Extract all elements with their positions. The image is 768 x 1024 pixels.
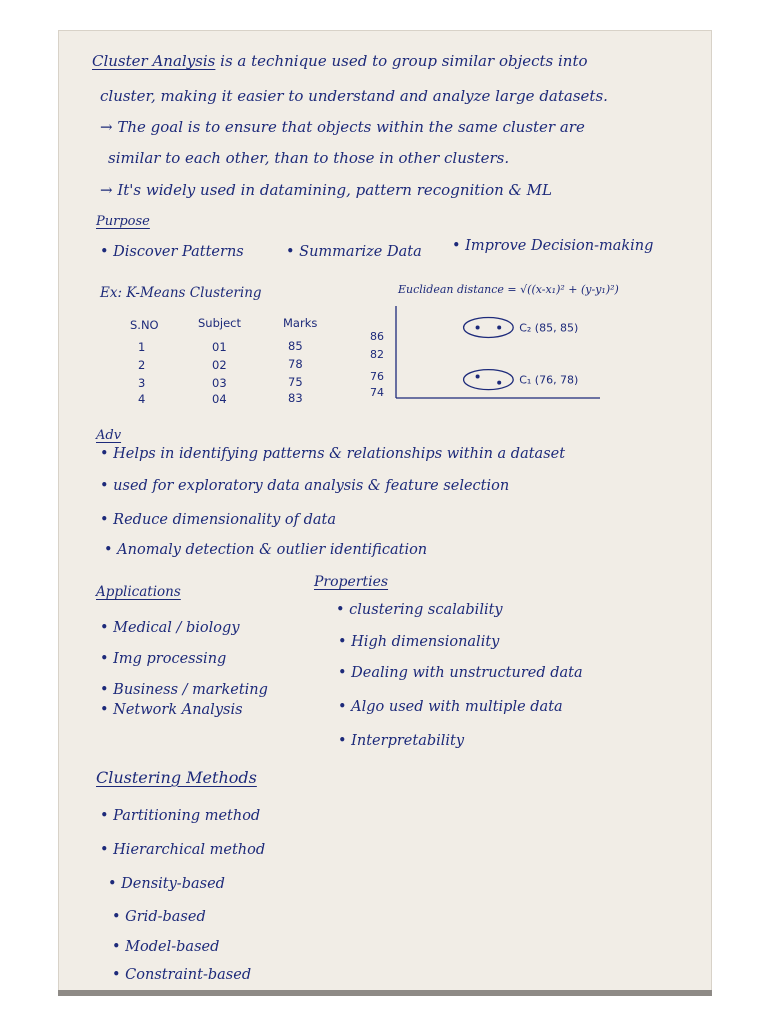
y-tick-label: 86	[370, 330, 384, 343]
example-label: Ex: K-Means Clustering	[100, 285, 262, 301]
scatter-point	[497, 381, 501, 385]
methods-heading: Clustering Methods	[96, 768, 257, 787]
purpose-item-3: • Improve Decision-making	[452, 238, 654, 254]
cluster-ellipse	[464, 370, 514, 390]
applications-heading: Applications	[96, 584, 181, 600]
intro-line-3: → The goal is to ensure that objects within the same cluster are	[100, 118, 585, 136]
advantages-heading: Adv	[96, 428, 122, 443]
advantage-item-3: • Reduce dimensionality of data	[100, 512, 336, 528]
table-row: 04	[212, 392, 227, 406]
advantage-item-2: • used for exploratory data analysis & feature selection	[100, 478, 510, 494]
application-item-4: • Network Analysis	[100, 702, 243, 718]
table-row: 02	[212, 358, 227, 372]
table-header-sno: S.NO	[130, 318, 159, 332]
y-tick-label: 82	[370, 348, 384, 361]
method-item-4: • Grid-based	[112, 909, 206, 925]
advantage-item-1: • Helps in identifying patterns & relationships within a dataset	[100, 446, 566, 462]
y-tick-label: 74	[370, 386, 384, 399]
property-item-3: • Dealing with unstructured data	[338, 665, 583, 681]
properties-heading: Properties	[314, 574, 389, 590]
scatter-point	[476, 375, 480, 379]
cluster-label: C₂ (85, 85)	[519, 321, 579, 335]
table-row: 01	[212, 340, 227, 354]
method-item-6: • Constraint-based	[112, 967, 252, 983]
method-item-5: • Model-based	[112, 939, 220, 955]
intro-line-2: cluster, making it easier to understand and analyze large datasets.	[100, 87, 608, 105]
application-item-1: • Medical / biology	[100, 620, 240, 636]
table-row: 2	[138, 358, 146, 372]
property-item-1: • clustering scalability	[336, 602, 503, 618]
table-header-marks: Marks	[283, 316, 318, 330]
scatter-point	[476, 325, 480, 329]
application-item-3: • Business / marketing	[100, 682, 268, 698]
intro-term: Cluster Analysis	[92, 52, 216, 70]
intro-line-1-rest: is a technique used to group similar objects into	[220, 52, 588, 70]
y-tick-label: 76	[370, 370, 384, 383]
table-row: 3	[138, 376, 146, 390]
property-item-4: • Algo used with multiple data	[338, 699, 563, 715]
purpose-item-2: • Summarize Data	[286, 244, 422, 260]
intro-line-4: similar to each other, than to those in other clusters.	[108, 149, 510, 167]
advantage-item-4: • Anomaly detection & outlier identification	[104, 542, 428, 558]
euclidean-formula: Euclidean distance = √((x-x₁)² + (y-y₁)²)	[398, 283, 619, 296]
cluster-ellipse	[464, 317, 514, 337]
page-bottom-edge	[58, 990, 712, 996]
table-row: 1	[138, 340, 146, 354]
purpose-item-1: • Discover Patterns	[100, 244, 244, 260]
table-row: 85	[288, 339, 303, 353]
method-item-1: • Partitioning method	[100, 808, 261, 824]
table-row: 4	[138, 392, 146, 406]
cluster-label: C₁ (76, 78)	[519, 373, 579, 387]
table-row: 03	[212, 376, 227, 390]
scatter-point	[497, 325, 501, 329]
table-row: 83	[288, 391, 303, 405]
intro-line-5: → It's widely used in datamining, pattern recognition & ML	[100, 181, 552, 199]
property-item-5: • Interpretability	[338, 733, 465, 749]
table-row: 75	[288, 375, 303, 389]
cluster-scatter-chart	[360, 300, 660, 410]
method-item-3: • Density-based	[108, 876, 225, 892]
application-item-2: • Img processing	[100, 651, 227, 667]
property-item-2: • High dimensionality	[338, 634, 500, 650]
purpose-heading: Purpose	[96, 214, 150, 229]
table-row: 78	[288, 357, 303, 371]
method-item-2: • Hierarchical method	[100, 842, 266, 858]
intro-line-1	[92, 52, 588, 70]
table-header-subject: Subject	[198, 316, 241, 330]
